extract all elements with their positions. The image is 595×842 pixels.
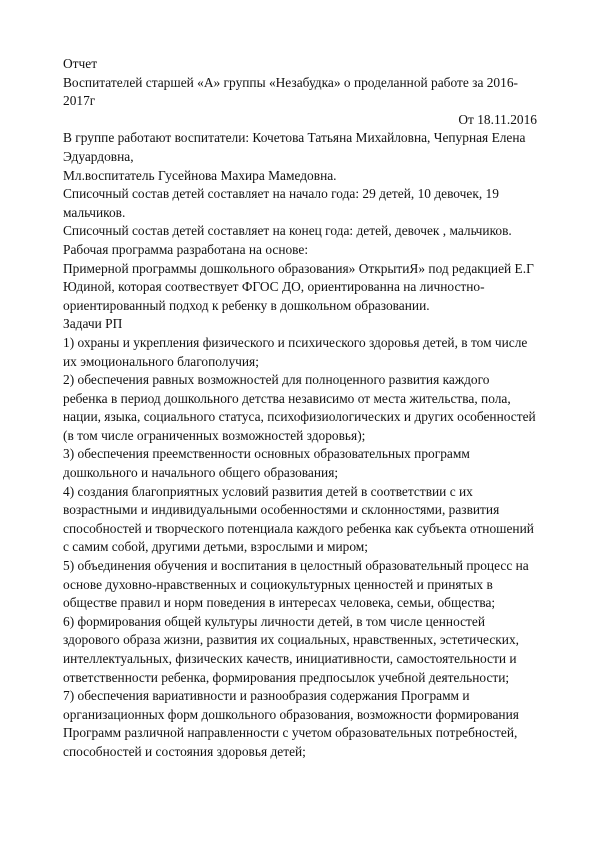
task-item-6: 6) формирования общей культуры личности детей, в том числе ценностей здорового образа жизни, развития их социальных, нравственных, эстетических, интеллектуальных, физических качеств, инициативности, самостоятельности и ответственности ребенка, формирования предпосылок учебной деятельности; (63, 613, 519, 685)
task-item-3: 3) обеспечения преемственности основных образовательных программ дошкольного и начального общего образования; (63, 446, 470, 481)
document-title: Отчет (63, 56, 98, 71)
document-date: От 18.11.2016 (458, 111, 537, 127)
task-item-5: 5) объединения обучения и воспитания в целостный образовательный процесс на основе духовно-нравственных и социокультурных ценностей и принятых в обществе правил и норм поведения в интересах человека, семьи, общества; (63, 558, 529, 611)
task-item-1: 1) охраны и укрепления физического и психического здоровья детей, в том числе их эмоционального благополучия; (63, 334, 528, 369)
paragraph-roster-end: Списочный состав детей составляет на конец года: детей, девочек , мальчиков. (63, 223, 512, 239)
paragraph-program-basis: Рабочая программа разработана на основе: (63, 241, 309, 257)
paragraph-junior-teacher: Мл.воспитатель Гусейнова Махира Мамедовна. (63, 167, 337, 183)
paragraph-teachers: В группе работают воспитатели: Кочетова Татьяна Михайловна, Чепурная Елена Эдуардовна, (63, 130, 526, 164)
task-item-4: 4) создания благоприятных условий развития детей в соответствии с их возрастными и индивидуальными особенностями и склонностями, развития способностей и творческого потенциала каждого ребенка как субъекта отношений с самим собой, другими детьми, взрослыми и миром; (63, 483, 534, 555)
document-subtitle: Воспитателей старшей «А» группы «Незабудка» о проделанной работе за 2016-2017г (63, 74, 518, 109)
task-item-7: 7) обеспечения вариативности и разнообразия содержания Программ и организационных форм дошкольного образования, возможности формирования Программ различной направленности с учетом образовательных потребностей, способностей и состояния здоровья детей; (63, 688, 519, 759)
paragraph-roster-start: Списочный состав детей составляет на начало года: 29 детей, 10 девочек, 19 мальчиков. (63, 186, 499, 220)
task-item-2: 2) обеспечения равных возможностей для полноценного развития каждого ребенка в период дошкольного детства независимо от места жительства, пола, нации, языка, социального статуса, психофизиологических и других особенностей (в том числе ограниченных возможностей здоровья); (63, 372, 536, 443)
paragraph-program-description: Примерной программы дошкольного образования» ОткрытиЯ» под редакцией Е.Г Юдиной, которая соотвествует ФГОС ДО, ориентированна на личностно-ориентированный подход к ребенку в дошкольном образовании. (63, 260, 534, 313)
document-body (63, 55, 537, 762)
section-heading-tasks: Задачи РП (63, 316, 123, 332)
